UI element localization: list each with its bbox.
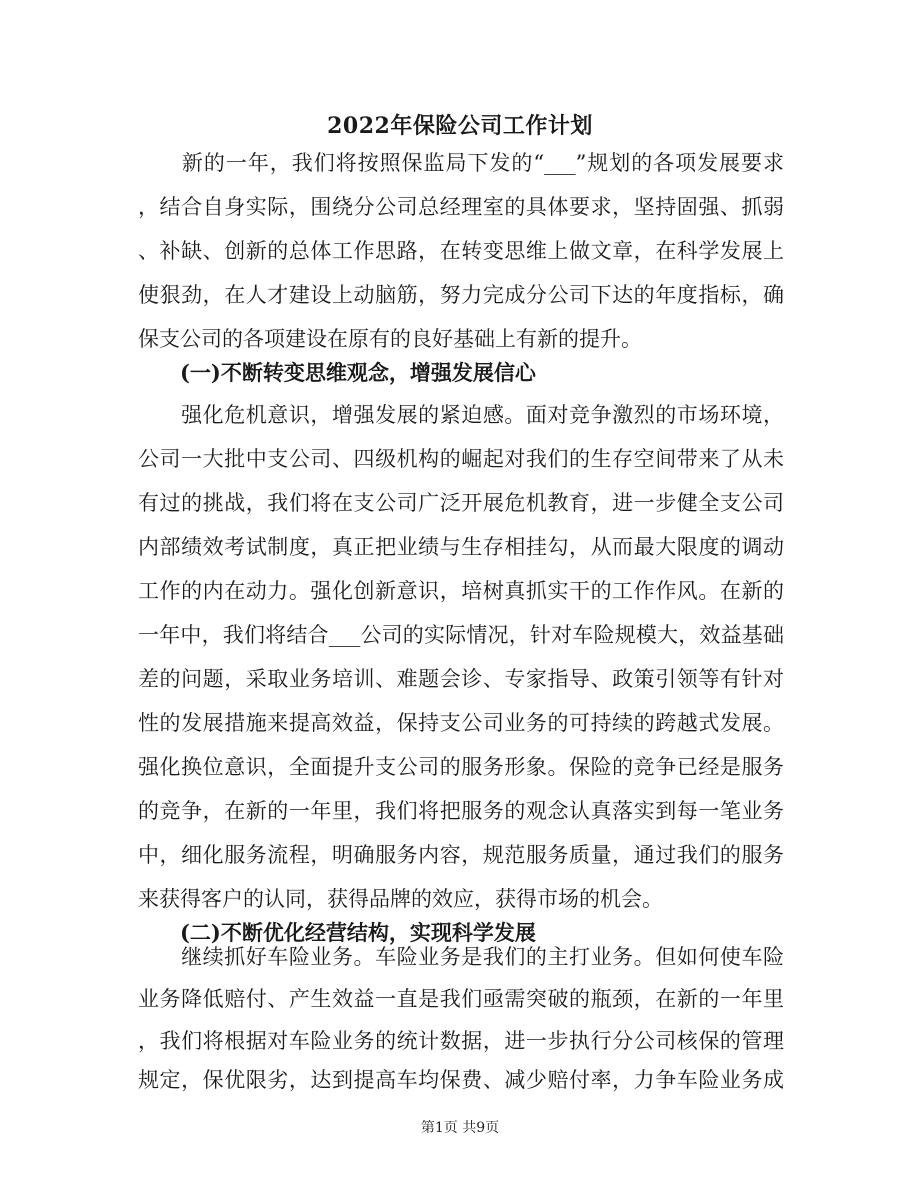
paragraph-line: 内部绩效考试制度，真正把业绩与生存相挂勾，从而最大限度的调动 [138, 535, 784, 559]
paragraph-line: ，结合自身实际，围绕分公司总经理室的具体要求，坚持固强、抓弱 [138, 195, 784, 219]
paragraph-line: 使狠劲，在人才建设上动脑筋，努力完成分公司下达的年度指标，确 [138, 283, 784, 307]
section-heading: (二)不断优化经营结构，实现科学发展 [138, 920, 536, 945]
paragraph-line: 公司一大批中支公司、四级机构的崛起对我们的生存空间带来了从未 [138, 447, 784, 471]
document-title: 2022年保险公司工作计划 [327, 113, 593, 139]
paragraph-line: 规定，保优限劣，达到提高车均保费、减少赔付率，力争车险业务成 [138, 1068, 784, 1092]
paragraph-line: 有过的挑战，我们将在支公司广泛开展危机教育，进一步健全支公司 [138, 491, 784, 515]
paragraph-line: 新的一年，我们将按照保监局下发的“___”规划的各项发展要求 [138, 151, 784, 175]
paragraph-line: 业务降低赔付、产生效益一直是我们亟需突破的瓶颈，在新的一年里 [138, 987, 784, 1011]
paragraph-line: 保支公司的各项建设在原有的良好基础上有新的提升。 [138, 327, 642, 351]
paragraph-line: 继续抓好车险业务。车险业务是我们的主打业务。但如何使车险 [138, 945, 784, 969]
paragraph-line: 来获得客户的认同，获得品牌的效应，获得市场的机会。 [138, 887, 663, 911]
paragraph-line: 强化危机意识，增强发展的紧迫感。面对竞争激烈的市场环境， [138, 403, 784, 427]
paragraph-line: 的竞争，在新的一年里，我们将把服务的观念认真落实到每一笔业务 [138, 799, 784, 823]
paragraph-line: 中，细化服务流程，明确服务内容，规范服务质量，通过我们的服务 [138, 843, 784, 867]
paragraph-line: 、补缺、创新的总体工作思路，在转变思维上做文章，在科学发展上 [138, 239, 784, 263]
paragraph-line: ，我们将根据对车险业务的统计数据，进一步执行分公司核保的管理 [138, 1029, 784, 1053]
paragraph-line: 强化换位意识，全面提升支公司的服务形象。保险的竞争已经是服务 [138, 755, 784, 779]
paragraph-line: 一年中，我们将结合___公司的实际情况，针对车险规模大，效益基础 [138, 623, 784, 647]
paragraph-line: 工作的内在动力。强化创新意识，培树真抓实干的工作作风。在新的 [138, 579, 784, 603]
paragraph-line: 差的问题，采取业务培训、难题会诊、专家指导、政策引领等有针对 [138, 667, 784, 691]
page-number: 第1页 共9页 [420, 1120, 500, 1136]
paragraph-line: 性的发展措施来提高效益，保持支公司业务的可持续的跨越式发展。 [138, 711, 784, 735]
section-heading: (一)不断转变思维观念，增强发展信心 [138, 360, 536, 385]
